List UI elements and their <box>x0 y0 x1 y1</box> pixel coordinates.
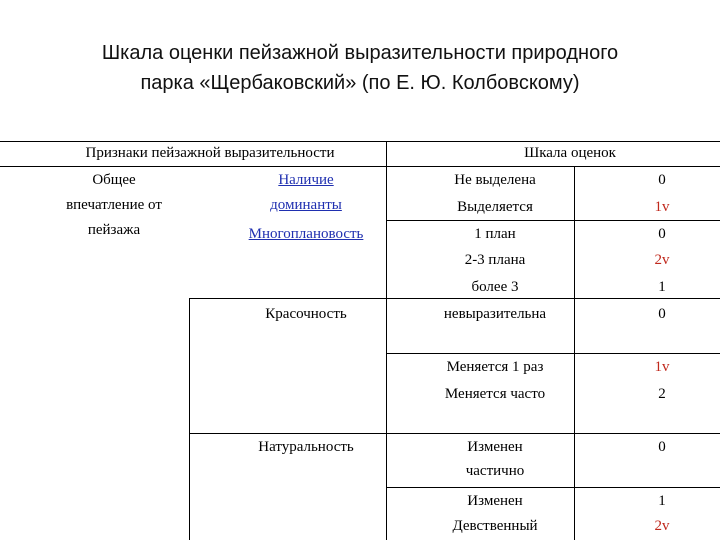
rating-score: 2v <box>654 518 670 534</box>
feature-rating-divider <box>386 141 387 540</box>
rating-score: 0 <box>658 226 666 242</box>
feature-dominant-line2[interactable]: доминанты <box>270 197 342 213</box>
header-bottom-border <box>0 166 720 167</box>
rule-dominant-bottom <box>386 220 720 221</box>
overall-impression-line2: впечатление от <box>66 197 162 213</box>
rating-label-cont: частично <box>465 463 525 479</box>
header-features: Признаки пейзажной выразительности <box>85 145 335 161</box>
label-score-divider <box>574 166 575 540</box>
rating-score: 2v <box>654 252 670 268</box>
rule-colorfulness-section-bottom <box>189 433 720 434</box>
rating-label: Девственный <box>452 518 538 534</box>
rating-score: 1v <box>654 359 670 375</box>
rating-score: 1 <box>658 493 666 509</box>
left-col-divider <box>189 298 190 540</box>
rating-score: 0 <box>658 306 666 322</box>
rating-label: 2-3 плана <box>464 252 526 268</box>
rating-label: Меняется часто <box>444 386 546 402</box>
rating-score: 1 <box>658 279 666 295</box>
feature-naturalness: Натуральность <box>258 439 354 455</box>
title-line-2: парка «Щербаковский» (по Е. Ю. Колбовскому) <box>140 72 580 94</box>
rating-label: невыразительна <box>443 306 547 322</box>
rating-label: 1 план <box>474 226 516 242</box>
overall-impression-line1: Общее <box>92 172 136 188</box>
title-line-1: Шкала оценки пейзажной выразительности природного <box>101 42 619 64</box>
feature-colorfulness: Красочность <box>265 306 347 322</box>
feature-dominant-line1[interactable]: Наличие <box>278 172 334 188</box>
slide-title <box>0 38 720 98</box>
rating-label: Выделяется <box>457 199 533 215</box>
rating-score: 0 <box>658 172 666 188</box>
rating-label: Не выделена <box>454 172 536 188</box>
rating-label: Меняется 1 раз <box>446 359 544 375</box>
header-scale: Шкала оценок <box>524 145 616 161</box>
rating-score: 2 <box>658 386 666 402</box>
rating-score: 0 <box>658 439 666 455</box>
rating-label: Изменен <box>467 493 523 509</box>
table-top-border <box>0 141 720 142</box>
rule-colorfulness-bottom <box>386 353 720 354</box>
rating-label: более 3 <box>471 279 519 295</box>
feature-multiplan[interactable]: Многоплановость <box>248 226 364 242</box>
rating-score: 1v <box>654 199 670 215</box>
rating-label: Изменен <box>467 439 523 455</box>
overall-impression-line3: пейзажа <box>87 222 141 238</box>
rule-multiplan-bottom <box>189 298 720 299</box>
rule-naturalness-row <box>386 487 720 488</box>
